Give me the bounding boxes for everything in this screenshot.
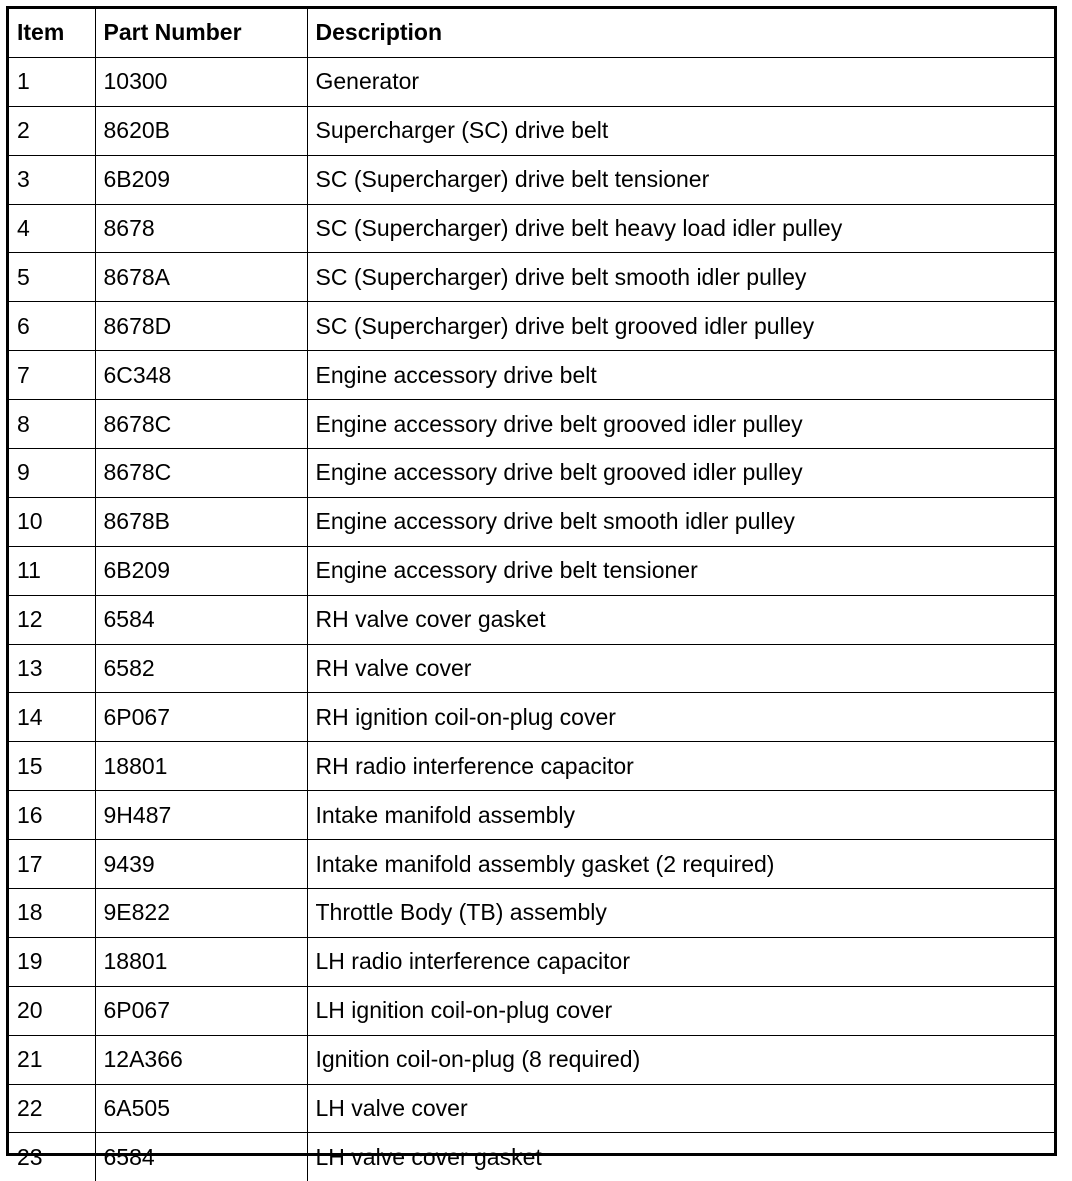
cell-part-number: 8620B	[95, 106, 307, 155]
cell-description: RH valve cover gasket	[307, 595, 1054, 644]
cell-description: Throttle Body (TB) assembly	[307, 889, 1054, 938]
cell-item: 20	[9, 986, 95, 1035]
table-row	[9, 1084, 1054, 1133]
cell-description: LH radio interference capacitor	[307, 937, 1054, 986]
cell-description: Supercharger (SC) drive belt	[307, 106, 1054, 155]
cell-description: Generator	[307, 57, 1054, 106]
cell-item: 4	[9, 204, 95, 253]
cell-description: LH valve cover	[307, 1084, 1054, 1133]
table-row	[9, 302, 1054, 351]
cell-part-number: 9439	[95, 840, 307, 889]
cell-part-number: 6582	[95, 644, 307, 693]
cell-item: 15	[9, 742, 95, 791]
table-row	[9, 693, 1054, 742]
table-row	[9, 449, 1054, 498]
cell-description: Engine accessory drive belt grooved idler pulley	[307, 400, 1054, 449]
cell-item: 3	[9, 155, 95, 204]
cell-description: Intake manifold assembly gasket (2 required)	[307, 840, 1054, 889]
cell-description: LH valve cover gasket	[307, 1133, 1054, 1181]
table-row	[9, 546, 1054, 595]
cell-part-number: 9H487	[95, 791, 307, 840]
cell-item: 12	[9, 595, 95, 644]
cell-part-number: 6B209	[95, 546, 307, 595]
cell-description: Engine accessory drive belt smooth idler pulley	[307, 497, 1054, 546]
table-row	[9, 889, 1054, 938]
cell-item: 19	[9, 937, 95, 986]
table-row	[9, 791, 1054, 840]
table-row	[9, 253, 1054, 302]
cell-item: 14	[9, 693, 95, 742]
cell-description: RH ignition coil-on-plug cover	[307, 693, 1054, 742]
cell-description: SC (Supercharger) drive belt heavy load idler pulley	[307, 204, 1054, 253]
table-row	[9, 986, 1054, 1035]
cell-item: 2	[9, 106, 95, 155]
table-row	[9, 595, 1054, 644]
cell-part-number: 9E822	[95, 889, 307, 938]
cell-item: 6	[9, 302, 95, 351]
cell-part-number: 8678	[95, 204, 307, 253]
table-row	[9, 742, 1054, 791]
cell-item: 7	[9, 351, 95, 400]
cell-item: 13	[9, 644, 95, 693]
cell-part-number: 8678C	[95, 449, 307, 498]
header-description: Description	[307, 9, 1054, 57]
table-row	[9, 1133, 1054, 1181]
parts-table-frame	[6, 6, 1057, 1170]
cell-item: 9	[9, 449, 95, 498]
table-row	[9, 106, 1054, 155]
cell-item: 23	[9, 1133, 95, 1181]
cell-part-number: 6P067	[95, 693, 307, 742]
cell-part-number: 6P067	[95, 986, 307, 1035]
cell-part-number: 6584	[95, 1133, 307, 1181]
cell-part-number: 6C348	[95, 351, 307, 400]
cell-description: RH radio interference capacitor	[307, 742, 1054, 791]
cell-item: 1	[9, 57, 95, 106]
cell-description: Intake manifold assembly	[307, 791, 1054, 840]
cell-part-number: 18801	[95, 742, 307, 791]
cell-part-number: 8678D	[95, 302, 307, 351]
cell-item: 5	[9, 253, 95, 302]
cell-description: LH ignition coil-on-plug cover	[307, 986, 1054, 1035]
cell-part-number: 12A366	[95, 1035, 307, 1084]
cell-description: Ignition coil-on-plug (8 required)	[307, 1035, 1054, 1084]
cell-part-number: 6B209	[95, 155, 307, 204]
cell-description: SC (Supercharger) drive belt tensioner	[307, 155, 1054, 204]
cell-item: 16	[9, 791, 95, 840]
cell-description: SC (Supercharger) drive belt smooth idler pulley	[307, 253, 1054, 302]
table-row	[9, 400, 1054, 449]
cell-description: RH valve cover	[307, 644, 1054, 693]
header-item: Item	[9, 9, 95, 57]
cell-part-number: 8678A	[95, 253, 307, 302]
cell-part-number: 6A505	[95, 1084, 307, 1133]
table-row	[9, 155, 1054, 204]
cell-item: 10	[9, 497, 95, 546]
cell-item: 21	[9, 1035, 95, 1084]
table-row	[9, 497, 1054, 546]
cell-item: 8	[9, 400, 95, 449]
cell-item: 11	[9, 546, 95, 595]
cell-part-number: 10300	[95, 57, 307, 106]
cell-part-number: 6584	[95, 595, 307, 644]
cell-item: 17	[9, 840, 95, 889]
table-row	[9, 57, 1054, 106]
table-row	[9, 937, 1054, 986]
cell-item: 22	[9, 1084, 95, 1133]
parts-table	[9, 9, 1054, 1181]
cell-item: 18	[9, 889, 95, 938]
cell-part-number: 18801	[95, 937, 307, 986]
cell-description: Engine accessory drive belt tensioner	[307, 546, 1054, 595]
header-row	[9, 9, 1054, 57]
table-row	[9, 1035, 1054, 1084]
header-part-number: Part Number	[95, 9, 307, 57]
cell-part-number: 8678B	[95, 497, 307, 546]
table-row	[9, 644, 1054, 693]
cell-description: Engine accessory drive belt grooved idler pulley	[307, 449, 1054, 498]
cell-part-number: 8678C	[95, 400, 307, 449]
table-row	[9, 204, 1054, 253]
cell-description: SC (Supercharger) drive belt grooved idler pulley	[307, 302, 1054, 351]
cell-description: Engine accessory drive belt	[307, 351, 1054, 400]
table-row	[9, 351, 1054, 400]
table-row	[9, 840, 1054, 889]
